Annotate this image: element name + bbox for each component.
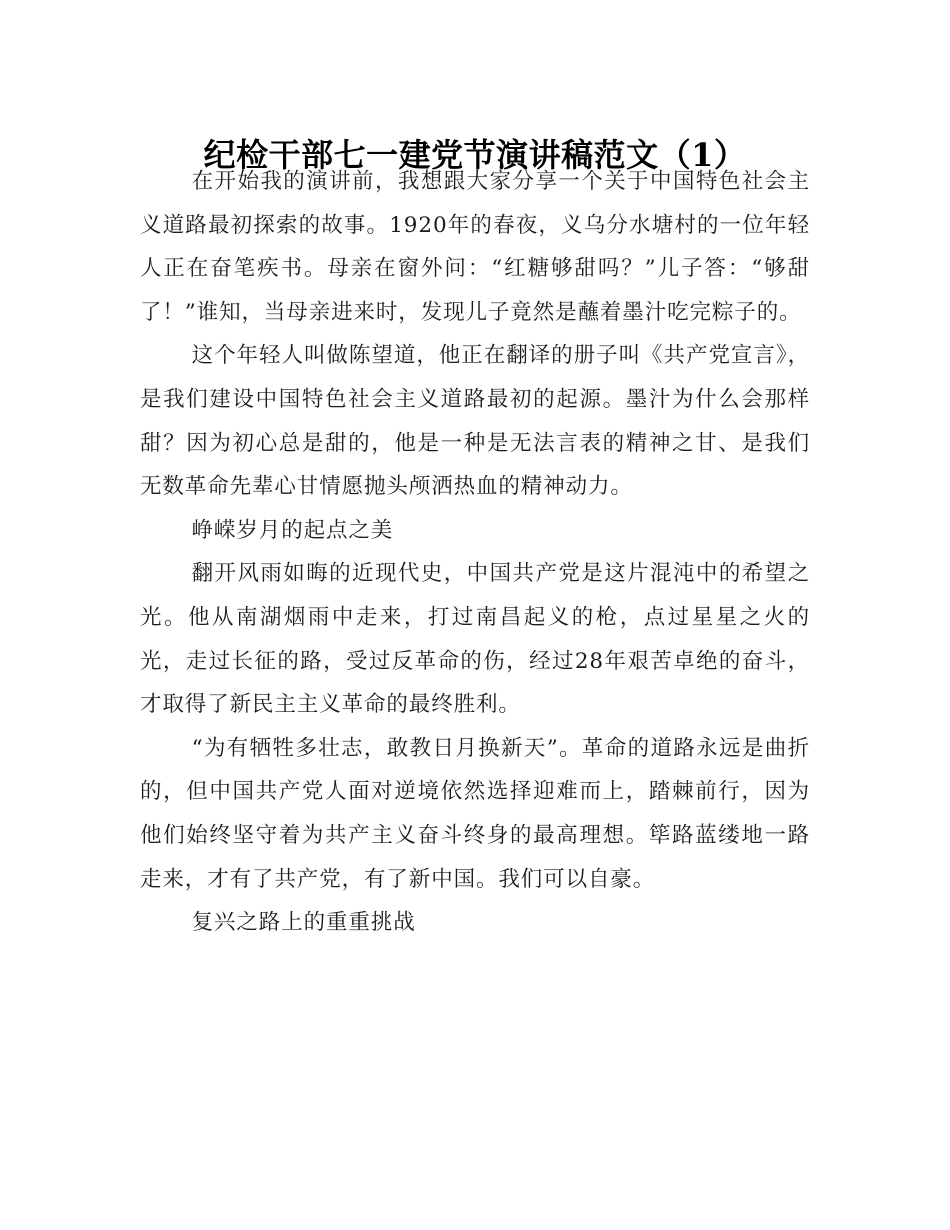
paragraph-chen-wangdao: 这个年轻人叫做陈望道，他正在翻译的册子叫《共产党宣言》，是我们建设中国特色社会主义道路最初的起源。墨汁为什么会那样甜？因为初心总是甜的，他是一种是无法言表的精神之甘、是我们无数革命先辈心甘情愿抛头颅洒热血的精神动力。 — [140, 343, 810, 500]
paragraph-modern-history: 翻开风雨如晦的近现代史，中国共产党是这片混沌中的希望之光。他从南湖烟雨中走来，打过南昌起义的枪，点过星星之火的光，走过长征的路，受过反革命的伤，经过28年艰苦卓绝的奋斗，才取得了新民主主义革命的最终胜利。 — [140, 561, 810, 718]
paragraph-revolution-path: “为有牺牲多壮志，敢教日月换新天”。革命的道路永远是曲折的，但中国共产党人面对逆境依然选择迎难而上，踏棘前行，因为他们始终坚守着为共产主义奋斗终身的最高理想。筚路蓝缕地一路走来，才有了共产党，有了新中国。我们可以自豪。 — [140, 735, 810, 892]
document-title: 纪检干部七一建党节演讲稿范文（1） — [203, 136, 747, 175]
section-heading-challenges: 复兴之路上的重重挑战 — [191, 910, 416, 936]
document-body — [140, 160, 810, 945]
paragraph-intro-story: 在开始我的演讲前，我想跟大家分享一个关于中国特色社会主义道路最初探索的故事。1920年的春夜，义乌分水塘村的一位年轻人正在奋笔疾书。母亲在窗外问：“红糖够甜吗？”儿子答：“够甜了！”谁知，当母亲进来时，发现儿子竟然是蘸着墨汁吃完粽子的。 — [140, 169, 810, 325]
section-heading-origin: 峥嵘岁月的起点之美 — [191, 517, 394, 543]
